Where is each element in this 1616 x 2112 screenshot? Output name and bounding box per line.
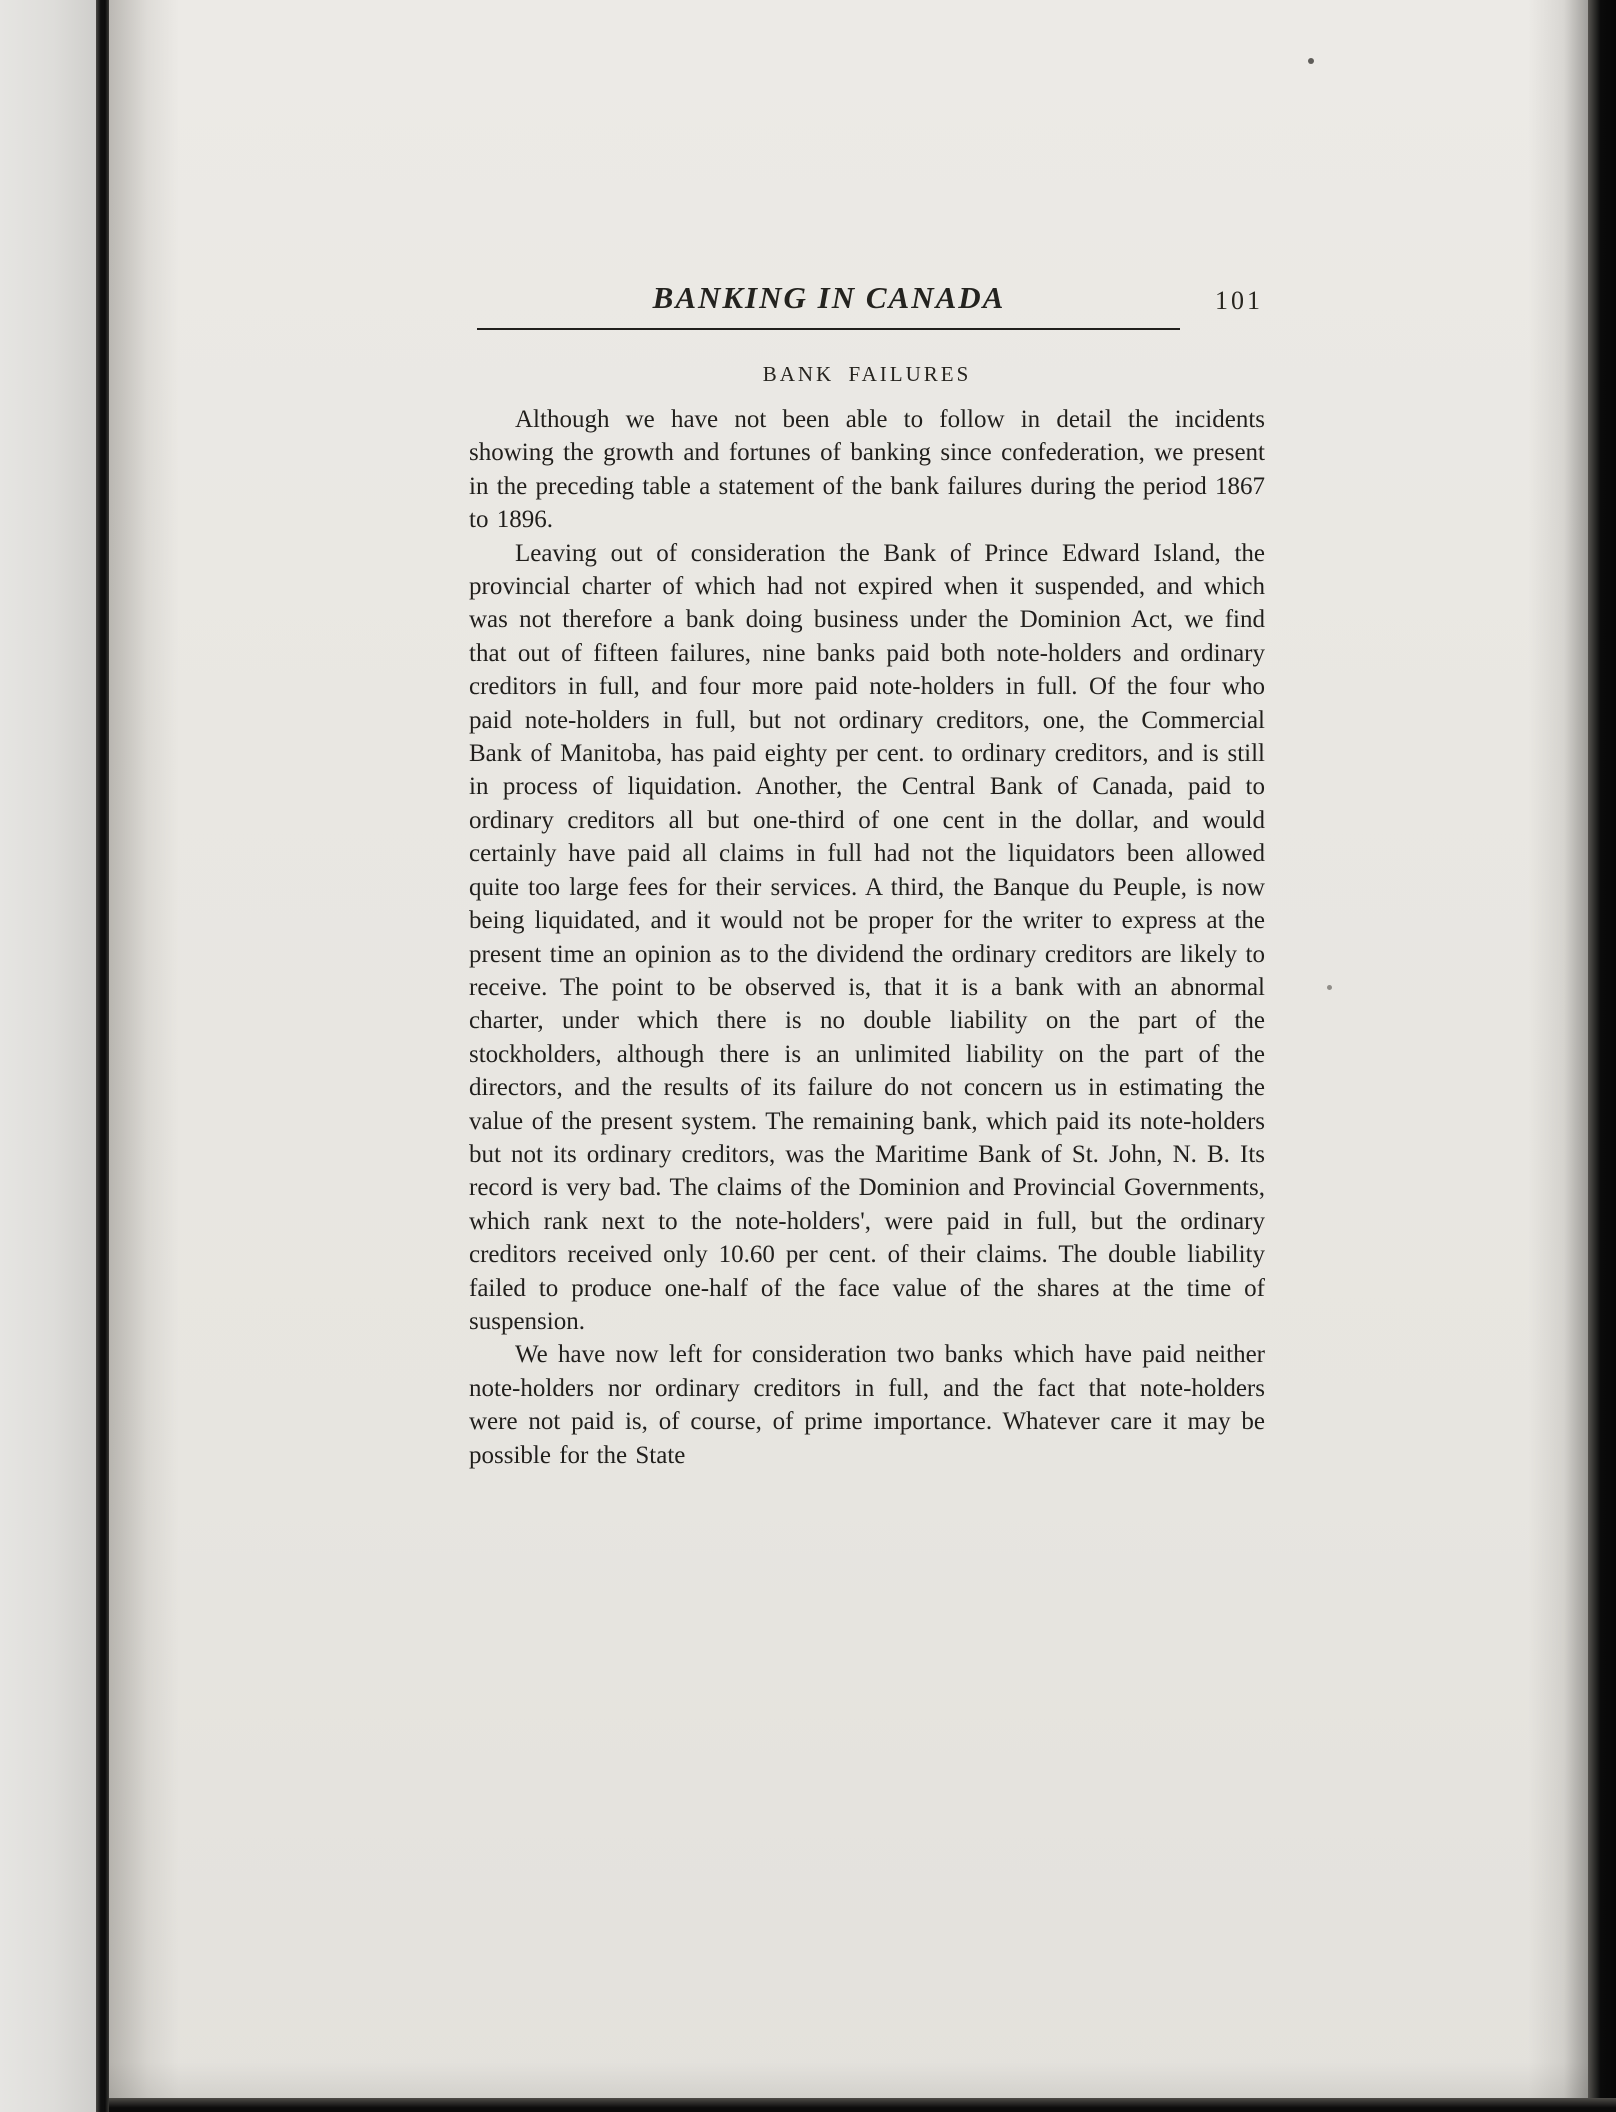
text-block — [469, 280, 1265, 1472]
paper-right-edge-shade — [1528, 0, 1588, 2112]
paragraph: Leaving out of consideration the Bank of Prince Edward Island, the provincial charter of which had not expired when it suspended, and which was not therefore a bank doing business under the Dominion Act, we find that out of fifteen failures, nine banks paid both note-holders and ordinary creditors in full, and four more paid note-holders in full. Of the four who paid note-holders in full, but not ordinary creditors, one, the Commercial Bank of Manitoba, has paid eighty per cent. to ordinary creditors, and is still in process of liquidation. Another, the Central Bank of Canada, paid to ordinary creditors all but one-third of one cent in the dollar, and would certainly have paid all claims in full had not the liquidators been allowed quite too large fees for their services. A third, the Banque du Peuple, is now being liquidated, and it would not be proper for the writer to express at the present time an opinion as to the dividend the ordinary creditors are likely to receive. The point to be observed is, that it is a bank with an abnormal charter, under which there is no double liability on the part of the stockholders, although there is an unlimited liability on the part of the directors, and the results of its failure do not concern us in estimating the value of the present system. The remaining bank, which paid its note-holders but not its ordinary creditors, was the Maritime Bank of St. John, N. B. Its record is very bad. The claims of the Dominion and Provincial Governments, which rank next to the note-holders', were paid in full, but the ordinary creditors received only 10.60 per cent. of their claims. The double liability failed to produce one-half of the face value of the shares at the time of suspension. — [469, 539, 1265, 1335]
book-spine-line — [96, 0, 109, 2112]
paragraph: We have now left for consideration two banks which have paid neither note-holders nor ordinary creditors in full, and the fact that note-holders were not paid is, of course, of prime importance. Whatever care it may be possible for the State — [469, 1341, 1265, 1469]
page-number: 101 — [1215, 286, 1263, 315]
page-header — [469, 280, 1265, 348]
paragraph: Although we have not been able to follow in detail the incidents showing the growth and fortunes of banking since confederation, we present in the preceding table a statement of the bank failures during the period 1867 to 1896. — [469, 406, 1265, 534]
ink-speck — [1327, 985, 1332, 990]
scan-left-margin — [0, 0, 96, 2112]
running-title: BANKING IN CANADA — [652, 280, 1006, 315]
spine-shadow — [109, 0, 179, 2112]
scan-bottom-edge-band — [109, 2098, 1616, 2112]
section-heading: BANK FAILURES — [762, 362, 972, 386]
scan-right-edge-band — [1588, 0, 1616, 2112]
header-rule — [477, 328, 1180, 330]
ink-speck — [1308, 58, 1314, 64]
body-text — [469, 403, 1265, 1472]
